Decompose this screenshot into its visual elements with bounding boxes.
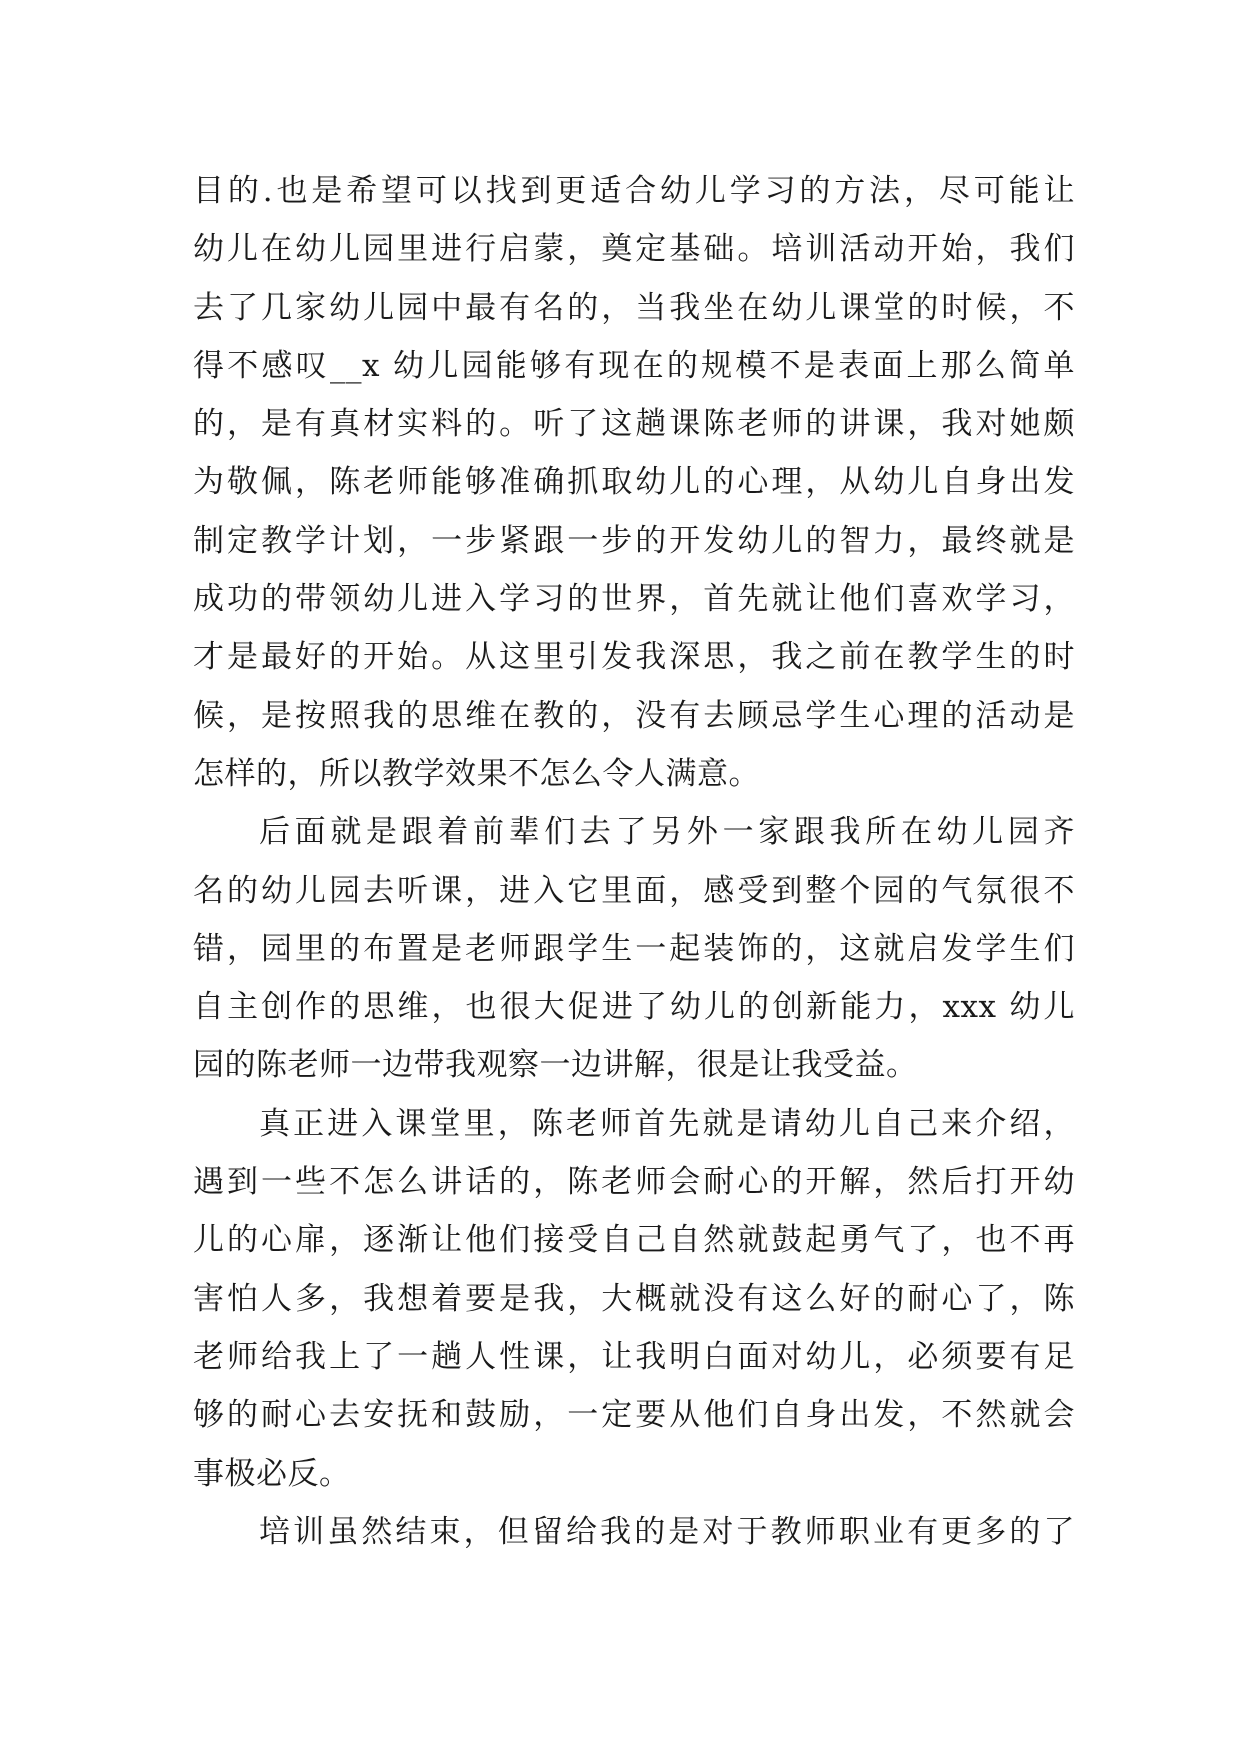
text-line: 够的耐心去安抚和鼓励，一定要从他们自身出发，不然就会 (193, 1397, 1075, 1434)
text-line: 事极必反。 (193, 1455, 351, 1492)
text-line: 得不感叹__x 幼儿园能够有现在的规模不是表面上那么简单 (193, 347, 1075, 384)
text-line: 害怕人多，我想着要是我，大概就没有这么好的耐心了，陈 (193, 1280, 1075, 1317)
text-line: 后面就是跟着前辈们去了另外一家跟我所在幼儿园齐 (259, 814, 1075, 851)
text-line: 制定教学计划，一步紧跟一步的开发幼儿的智力，最终就是 (193, 522, 1075, 559)
text-line: 老师给我上了一趟人性课，让我明白面对幼儿，必须要有足 (193, 1338, 1075, 1375)
text-line: 名的幼儿园去听课，进入它里面，感受到整个园的气氛很不 (193, 872, 1075, 909)
text-line: 怎样的，所以教学效果不怎么令人满意。 (193, 755, 760, 792)
text-line: 培训虽然结束，但留给我的是对于教师职业有更多的了 (259, 1513, 1075, 1550)
text-line: 去了几家幼儿园中最有名的，当我坐在幼儿课堂的时候，不 (193, 289, 1075, 326)
text-line: 错，园里的布置是老师跟学生一起装饰的，这就启发学生们 (193, 930, 1075, 967)
text-line: 的，是有真材实料的。听了这趟课陈老师的讲课，我对她颇 (193, 406, 1075, 443)
text-line: 儿的心扉，逐渐让他们接受自己自然就鼓起勇气了，也不再 (193, 1222, 1075, 1259)
text-line: 为敬佩，陈老师能够准确抓取幼儿的心理，从幼儿自身出发 (193, 464, 1075, 501)
text-line: 幼儿在幼儿园里进行启蒙，奠定基础。培训活动开始，我们 (193, 231, 1075, 268)
text-line: 候，是按照我的思维在教的，没有去顾忌学生心理的活动是 (193, 697, 1075, 734)
body-text (193, 162, 1075, 1561)
text-line: 遇到一些不怎么讲话的，陈老师会耐心的开解，然后打开幼 (193, 1164, 1075, 1201)
text-line: 才是最好的开始。从这里引发我深思，我之前在教学生的时 (193, 639, 1075, 676)
text-line: 真正进入课堂里，陈老师首先就是请幼儿自己来介绍， (259, 1105, 1075, 1142)
text-line: 自主创作的思维，也很大促进了幼儿的创新能力，xxx 幼儿 (193, 989, 1075, 1026)
text-line: 园的陈老师一边带我观察一边讲解，很是让我受益。 (193, 1047, 918, 1084)
text-line: 成功的带领幼儿进入学习的世界，首先就让他们喜欢学习， (193, 581, 1075, 618)
text-line: 目的.也是希望可以找到更适合幼儿学习的方法，尽可能让 (193, 173, 1075, 209)
